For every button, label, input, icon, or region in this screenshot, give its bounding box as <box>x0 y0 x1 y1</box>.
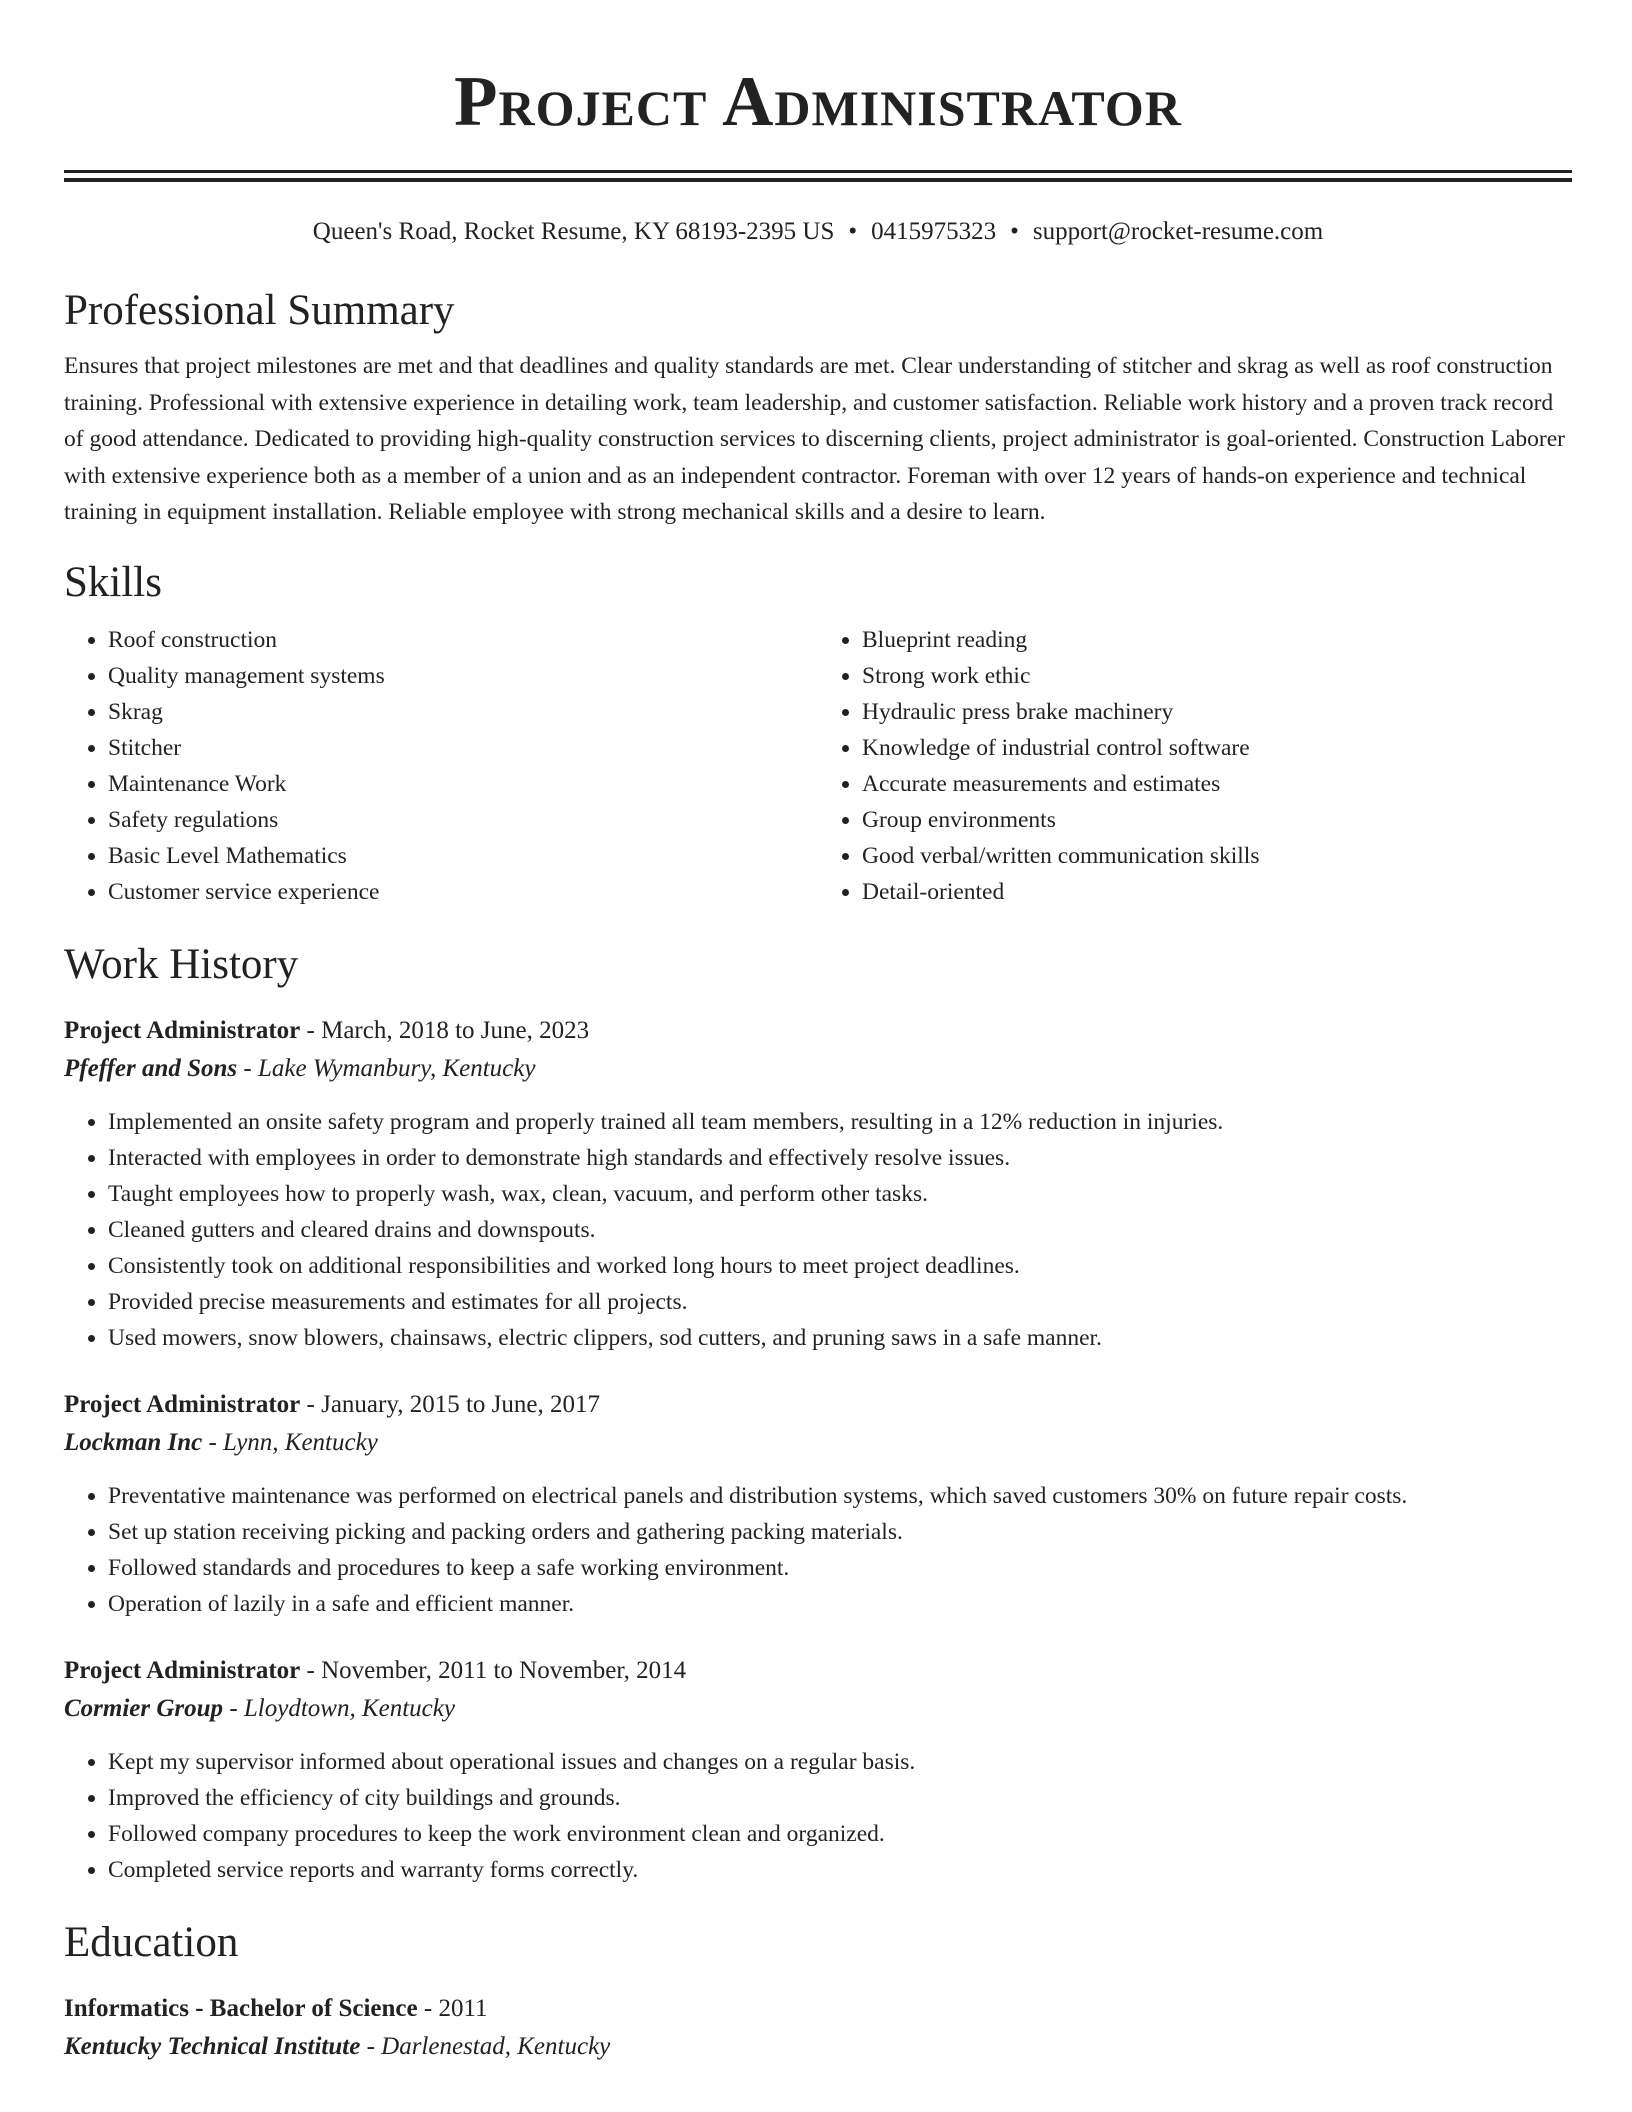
skill-item: • Quality management systems <box>108 658 818 694</box>
job-title: Project Administrator <box>64 1390 301 1418</box>
work-history-heading: Work History <box>64 940 299 988</box>
job-title-line <box>64 1012 1572 1050</box>
job-bullet: • Interacted with employees in order to demonstrate high standards and effectively resolve issues. <box>108 1140 1572 1176</box>
header-divider <box>64 170 1572 182</box>
job-bullet: • Preventative maintenance was performed on electrical panels and distribution systems, which saved customers 30% on future repair costs. <box>108 1478 1572 1514</box>
school-name: Kentucky Technical Institute <box>64 2032 361 2060</box>
skill-item: • Stitcher <box>108 730 818 766</box>
contact-separator: • <box>848 218 858 245</box>
skill-item: • Hydraulic press brake machinery <box>862 694 1572 730</box>
job-bullet: • Operation of lazily in a safe and efficient manner. <box>108 1586 1572 1622</box>
skill-item: • Knowledge of industrial control software <box>862 730 1572 766</box>
job-title: Project Administrator <box>64 1016 301 1044</box>
skills-columns <box>64 622 1572 910</box>
job-entry <box>64 1386 1572 1622</box>
job-bullet: • Set up station receiving picking and packing orders and gathering packing materials. <box>108 1514 1572 1550</box>
school-location: - Darlenestad, Kentucky <box>360 2032 611 2060</box>
job-bullet: • Cleaned gutters and cleared drains and downspouts. <box>108 1212 1572 1248</box>
job-location: - Lake Wymanbury, Kentucky <box>237 1054 536 1082</box>
job-bullet: • Consistently took on additional responsibilities and worked long hours to meet project deadlines. <box>108 1248 1572 1284</box>
job-company: Pfeffer and Sons <box>64 1054 238 1082</box>
contact-address: Queen's Road, Rocket Resume, KY 68193-2395 US <box>312 218 835 245</box>
job-title: Project Administrator <box>64 1656 301 1684</box>
job-bullet: • Taught employees how to properly wash, wax, clean, vacuum, and perform other tasks. <box>108 1176 1572 1212</box>
job-entry <box>64 1012 1572 1356</box>
skill-item: • Accurate measurements and estimates <box>862 766 1572 802</box>
job-company-line <box>64 1424 1572 1462</box>
job-company-line <box>64 1690 1572 1728</box>
degree: Informatics - Bachelor of Science <box>64 1994 418 2022</box>
job-company: Lockman Inc <box>64 1428 203 1456</box>
skills-heading: Skills <box>64 558 162 606</box>
job-dates: - March, 2018 to June, 2023 <box>300 1016 590 1044</box>
skill-item: • Maintenance Work <box>108 766 818 802</box>
job-dates: - November, 2011 to November, 2014 <box>300 1656 687 1684</box>
job-entry <box>64 1652 1572 1888</box>
school-line <box>64 2028 1572 2066</box>
skill-item: • Blueprint reading <box>862 622 1572 658</box>
skills-list-left <box>64 622 818 910</box>
job-company-line <box>64 1050 1572 1088</box>
job-dates: - January, 2015 to June, 2017 <box>300 1390 601 1418</box>
job-bullets <box>64 1104 1572 1356</box>
skill-item: • Safety regulations <box>108 802 818 838</box>
job-title-line <box>64 1652 1572 1690</box>
skill-item: • Customer service experience <box>108 874 818 910</box>
job-bullets <box>64 1478 1572 1622</box>
job-bullet: • Improved the efficiency of city buildings and grounds. <box>108 1780 1572 1816</box>
contact-separator: • <box>1010 218 1019 245</box>
summary-text: Ensures that project milestones are met and that deadlines and quality standards are met. Clear understanding of stitcher and skrag as well as roof construction training. Professional with extensive experience in detailing work, team leadership, and customer satisfaction. Reliable work history and a proven track record of good attendance. Dedicated to providing high-quality construction services to discerning clients, project administrator is goal-oriented. Construction Laborer with extensive experience both as a member of a union and as an independent contractor. Foreman with over 12 years of hands-on experience and technical training in equipment installation. Reliable employee with strong mechanical skills and a desire to learn. <box>64 353 1565 525</box>
skill-item: • Skrag <box>108 694 818 730</box>
graduation-year: - 2011 <box>417 1994 488 2022</box>
job-bullet: • Followed company procedures to keep the work environment clean and organized. <box>108 1816 1572 1852</box>
education-heading: Education <box>64 1918 239 1966</box>
job-bullet: • Followed standards and procedures to keep a safe working environment. <box>108 1550 1572 1586</box>
job-bullet: • Used mowers, snow blowers, chainsaws, electric clippers, sod cutters, and pruning saws in a safe manner. <box>108 1320 1572 1356</box>
job-bullet: • Provided precise measurements and estimates for all projects. <box>108 1284 1572 1320</box>
contact-line <box>64 216 1572 248</box>
job-bullet: • Completed service reports and warranty forms correctly. <box>108 1852 1572 1888</box>
job-bullets <box>64 1744 1572 1888</box>
skill-item: • Detail-oriented <box>862 874 1572 910</box>
contact-phone: 0415975323 <box>871 218 997 245</box>
job-location: - Lynn, Kentucky <box>202 1428 378 1456</box>
degree-line <box>64 1990 1572 2028</box>
job-title-line <box>64 1386 1572 1424</box>
job-bullet: • Kept my supervisor informed about operational issues and changes on a regular basis. <box>108 1744 1572 1780</box>
skill-item: • Good verbal/written communication skills <box>862 838 1572 874</box>
resume-name: Project Administrator <box>454 63 1182 141</box>
skill-item: • Basic Level Mathematics <box>108 838 818 874</box>
education-entry <box>64 1990 1572 2066</box>
skill-item: • Roof construction <box>108 622 818 658</box>
job-location: - Lloydtown, Kentucky <box>223 1694 455 1722</box>
resume-page <box>64 0 1572 2066</box>
contact-email: support@rocket-resume.com <box>1032 218 1324 245</box>
skills-list-right <box>818 622 1572 910</box>
job-company: Cormier Group <box>64 1694 224 1722</box>
job-bullet: • Implemented an onsite safety program and properly trained all team members, resulting in a 12% reduction in injuries. <box>108 1104 1572 1140</box>
skill-item: • Strong work ethic <box>862 658 1572 694</box>
summary-heading: Professional Summary <box>64 287 455 334</box>
skill-item: • Group environments <box>862 802 1572 838</box>
